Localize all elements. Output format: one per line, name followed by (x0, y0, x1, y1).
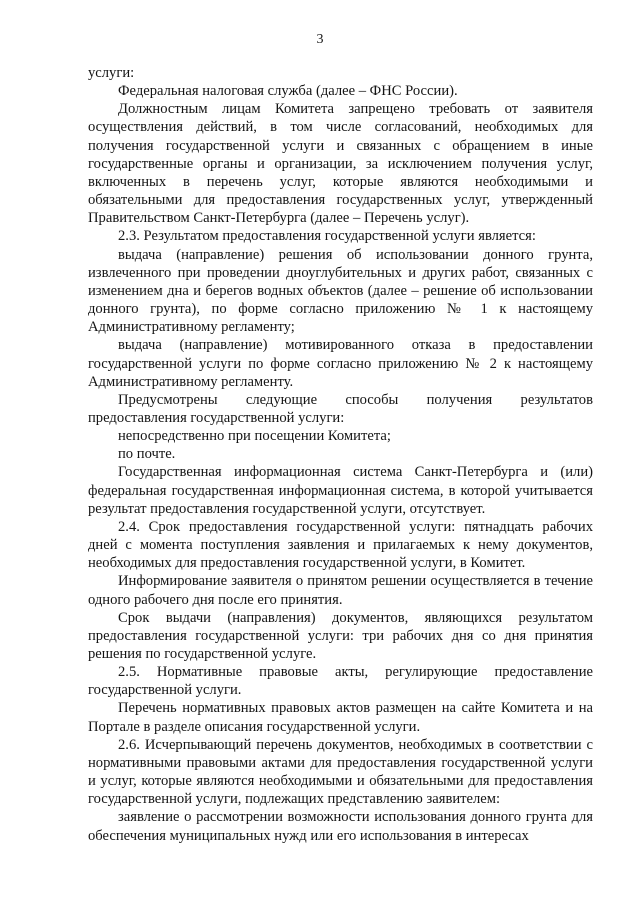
paragraph-legal-acts: Перечень нормативных правовых актов размещен на сайте Комитета и на Портале в разделе описания государственной услуги. (88, 700, 593, 735)
paragraph-fns: Федеральная налоговая служба (далее – ФНС России). (118, 83, 458, 100)
page-number: 3 (316, 32, 324, 47)
paragraph-continuation: услуги: (88, 65, 135, 81)
paragraph-methods: Предусмотрены следующие способы получения результатов предоставления государственной услуги: (88, 391, 593, 426)
document-body (88, 64, 593, 845)
paragraph-issue-term: Срок выдачи (направления) документов, являющихся результатом предоставления государственной услуги: три рабочих дня со дня принятия решения по государственной услуге. (88, 609, 593, 662)
paragraph-method-mail: по почте. (118, 446, 176, 463)
paragraph-2-5: 2.5. Нормативные правовые акты, регулирующие предоставление государственной услуги. (88, 664, 593, 699)
paragraph-info-system: Государственная информационная система Санкт-Петербурга и (или) федеральная государственная информационная система, в которой учитывается результат предоставления государственной услуги, отсутствует. (88, 464, 593, 517)
paragraph-result-decision: выдача (направление) решения об использовании донного грунта, извлеченного при проведении дноуглубительных и других работ, связанных с изменением дна и берегов водных объектов (далее – решение об использовании донного грунта), по форме согласно приложению № 1 к настоящему Административному регламенту; (88, 246, 593, 336)
paragraph-result-refusal: выдача (направление) мотивированного отказа в предоставлении государственной услуги по форме согласно приложению № 2 к настоящему Административному регламенту. (88, 337, 593, 390)
paragraph-method-visit: непосредственно при посещении Комитета; (118, 428, 391, 445)
paragraph-prohibition: Должностным лицам Комитета запрещено требовать от заявителя осуществления действий, в том числе согласований, необходимых для получения государственной услуги и связанных с обращением в иные государственные органы и организации, за исключением получения услуг, включенных в перечень услуг, которые являются необходимыми и обязательными для предоставления государственных услуг, утвержденный Правительством Санкт-Петербурга (далее – Перечень услуг). (88, 101, 593, 227)
paragraph-informing: Информирование заявителя о принятом решении осуществляется в течение одного рабочего дня после его принятия. (88, 573, 593, 608)
paragraph-application: заявление о рассмотрении возможности использования донного грунта для обеспечения муниципальных нужд или его использования в интересах (88, 809, 593, 844)
paragraph-2-4: 2.4. Срок предоставления государственной услуги: пятнадцать рабочих дней с момента поступления заявления и прилагаемых к нему документов, необходимых для предоставления государственной услуги, в Комитет. (88, 518, 593, 572)
paragraph-2-6: 2.6. Исчерпывающий перечень документов, необходимых в соответствии с нормативными правовыми актами для предоставления государственной услуги и услуг, которые являются необходимыми и обязательными для предоставления государственной услуги, подлежащих представлению заявителем: (88, 736, 593, 808)
paragraph-2-3: 2.3. Результатом предоставления государственной услуги является: (118, 228, 536, 245)
